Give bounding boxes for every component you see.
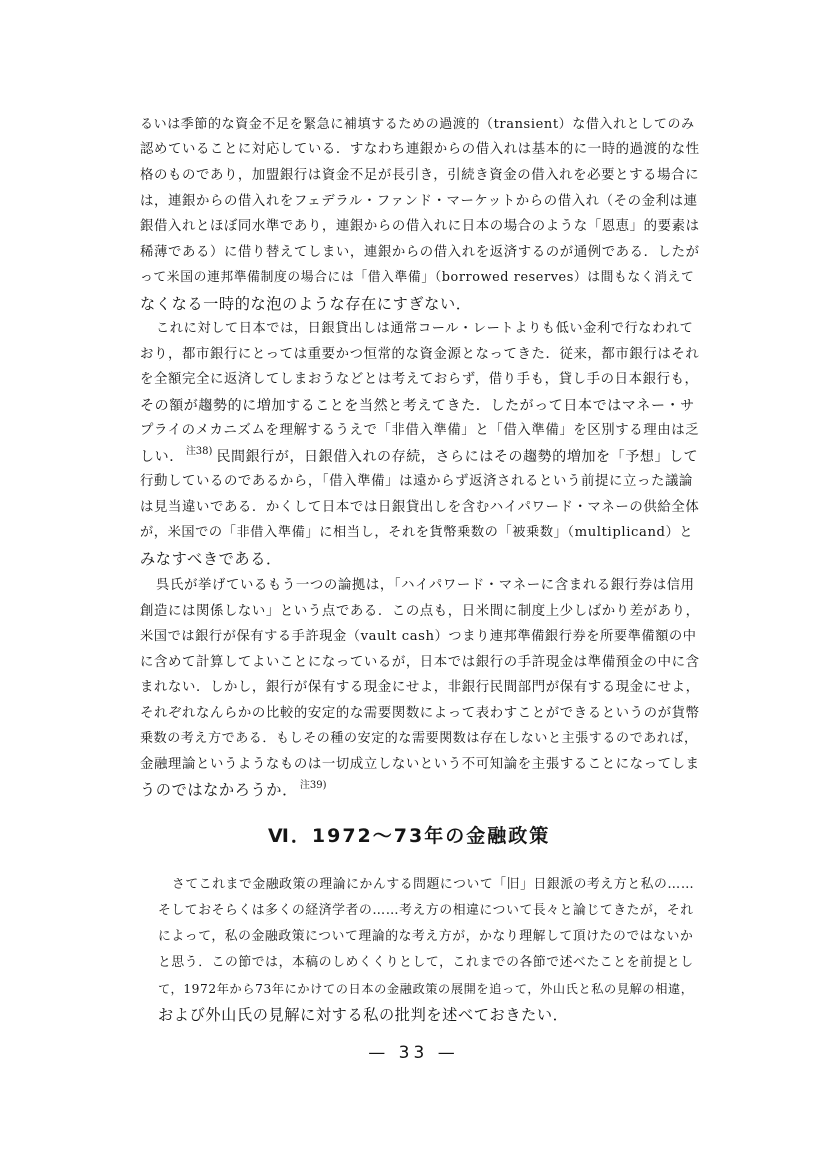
text-line: 行動しているのであるから，「借入準備」は遠からず返済されるという前提に立った議論 <box>140 474 693 489</box>
text-line: って米国の連邦準備制度の場合には「借入準備」（borrowed reserves）は間もなく消えて <box>140 270 695 285</box>
text-line: 乗数の考え方である．もしその種の安定的な需要関数は存在しないと主張するのであれば， <box>140 731 698 746</box>
text-line: そしておそらくは多くの経済学者の……考え方の相違について長々と論じてきたが，それ <box>158 903 694 918</box>
text-fragment: しい． <box>140 449 184 465</box>
text-line: るいは季節的な資金不足を緊急に補填するための過渡的（transient）な借入れとしてのみ <box>140 117 695 132</box>
text-line: プライのメカニズムを理解するうえで「非借入準備」と「借入準備」を区別する理由は乏 <box>140 423 700 438</box>
text-line: なくなる一時的な泡のような存在にすぎない． <box>140 295 472 313</box>
text-line: おり，都市銀行にとっては重要かつ恒常的な資金源となってきた．従来，都市銀行はそれ <box>140 347 700 362</box>
text-fragment: 民間銀行が，日銀借入れの存続，さらにはその趨勢的増加を「予想」して <box>216 449 699 465</box>
text-line: これに対して日本では，日銀貸出しは通常コール・レートよりも低い金利で行なわれて <box>156 321 694 336</box>
text-line: それぞれなんらかの比較的安定的な需要関数によって表わすことができるというのが貨幣 <box>140 706 700 721</box>
text-line: 米国では銀行が保有する手許現金（vault cash）つまり連邦準備銀行券を所要準備額の中 <box>140 629 697 644</box>
text-line: 稀薄である）に借り替えてしまい，連銀からの借入れを返済するのが通例である．したが <box>140 245 700 260</box>
text-line-with-note <box>140 780 331 803</box>
text-line: および外山氏の見解に対する私の批判を述べておきたい． <box>158 1006 569 1024</box>
text-line: は，連銀からの借入れをフェデラル・ファンド・マーケットからの借入れ（その金利は連 <box>140 194 698 209</box>
text-line: によって，私の金融政策について理論的な考え方が，かなり理解して頂けたのではないか <box>158 929 694 944</box>
text-line: 銀借入れとほぼ同水準であり，連銀からの借入れに日本の場合のような「恩恵」的要素は <box>140 219 700 234</box>
text-line: に含めて計算してよいことになっているが，日本では銀行の手許現金は準備預金の中に含 <box>140 655 700 670</box>
text-line: て，1972年から73年にかけての日本の金融政策の展開を追って，外山氏と私の見解の相違， <box>158 982 694 996</box>
text-line: 金融理論というようなものは一切成立しないという不可知論を主張することになってしま <box>140 757 700 772</box>
footnote-reference: 注39) <box>299 780 327 791</box>
section-heading: Ⅵ．1972～73年の金融政策 <box>268 825 551 847</box>
page-number: — 33 — <box>368 1043 459 1063</box>
text-line: 創造には関係しない」という点である．この点も，日米間に制度上少しばかり差があり， <box>140 604 700 619</box>
text-line: まれない．しかし，銀行が保有する現金にせよ，非銀行民間部門が保有する現金にせよ， <box>140 680 700 695</box>
text-line: は見当違いである．かくして日本では日銀貸出しを含むハイパワード・マネーの供給全体 <box>140 500 700 515</box>
text-line: と思う．この節では，本稿のしめくくりとして，これまでの各節で述べたことを前提とし <box>158 955 694 970</box>
text-fragment: うのではなかろうか． <box>140 781 298 799</box>
footnote-reference: 注38) <box>185 446 213 457</box>
text-line: 呉氏が挙げているもう一つの論拠は，「ハイパワード・マネーに含まれる銀行券は信用 <box>156 578 695 593</box>
text-line: 格のものであり，加盟銀行は資金不足が長引き，引続き資金の借入れを必要とする場合に <box>140 168 700 183</box>
text-line: その額が趨勢的に増加することを当然と考えてきた．したがって日本ではマネー・サ <box>140 398 695 414</box>
text-line: 認めていることに対応している．すなわち連銀からの借入れは基本的に一時的過渡的な性 <box>140 142 700 157</box>
text-line: が，米国での「非借入準備」に相当し，それを貨幣乗数の「被乗数」（multiplicand）と <box>140 525 694 540</box>
text-line: さてこれまで金融政策の理論にかんする問題について「旧」日銀派の考え方と私の…… <box>172 877 695 892</box>
text-line: を全額完全に返済してしまおうなどとは考えておらず，借り手も，貸し手の日本銀行も， <box>140 372 699 387</box>
text-line-with-note <box>140 447 698 469</box>
text-line: みなすべきである． <box>140 550 282 568</box>
